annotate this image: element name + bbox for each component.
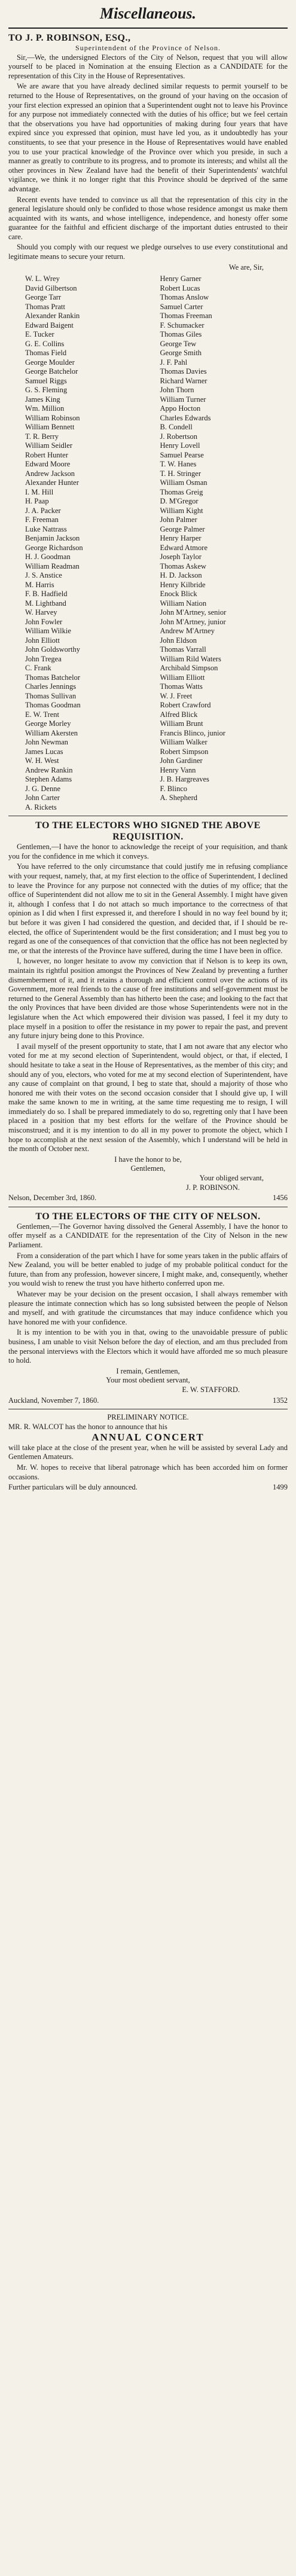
- signatory-name: William Osman: [160, 478, 207, 487]
- signatory-name: Richard Warner: [160, 376, 207, 385]
- dateline: [8, 1483, 288, 1493]
- dateline: [8, 1396, 288, 1406]
- ref-number: 1499: [273, 1483, 288, 1492]
- signatory-name: John Palmer: [160, 515, 197, 524]
- signatory-name: Joseph Taylor: [160, 553, 202, 561]
- signatory-name: John Tregea: [25, 654, 62, 663]
- signatory-name: William Brunt: [160, 719, 203, 728]
- signatory-name: Samuel Riggs: [25, 376, 67, 385]
- paragraph: will take place at the close of the present year, when he will be assisted by several Lady and Gentlemen Amateurs.: [8, 1443, 288, 1461]
- date: Auckland, November 7, 1860.: [8, 1396, 99, 1405]
- signatory-name: Thomas Davies: [160, 367, 207, 376]
- signatory-name: John Gardiner: [160, 756, 203, 765]
- signatory-name: George Richardson: [25, 543, 83, 552]
- signatory-name: George Palmer: [160, 524, 205, 533]
- signature: J. P. ROBINSON.: [186, 1183, 240, 1192]
- reply-heading: TO THE ELECTORS WHO SIGNED THE ABOVE REQUISITION.: [35, 820, 261, 843]
- signatory-name: H. D. Jackson: [160, 571, 202, 580]
- closing-line: I remain, Gentlemen,: [116, 1366, 180, 1375]
- section-masthead: Miscellaneous.: [99, 5, 197, 22]
- signatory-name: Edward Atmore: [160, 543, 207, 552]
- signatory-name: William Elliott: [160, 673, 205, 682]
- signatory-name: John Fowler: [25, 617, 63, 626]
- signatories-list: [8, 274, 288, 812]
- paragraph: Further particulars will be duly announced.: [8, 1483, 138, 1492]
- signatory-name: John Elliott: [25, 636, 60, 645]
- closing-line: Your obliged servant,: [199, 1174, 264, 1183]
- signatory-name: Archibald Simpson: [160, 664, 218, 673]
- signatory-name: Thomas Varrall: [160, 645, 206, 654]
- ref-number: 1352: [273, 1396, 288, 1405]
- signatory-name: A. Shepherd: [160, 793, 197, 802]
- signatory-name: William Wilkie: [25, 627, 71, 636]
- signatory-name: Francis Blinco, junior: [160, 728, 225, 737]
- paragraph: Mr. W. hopes to receive that liberal patronage which has been accorded him on former occasions.: [8, 1463, 288, 1481]
- paragraph: Should you comply with our request we pledge ourselves to use every constitutional and legitimate means to secure your return.: [8, 243, 288, 261]
- signatory-name: John M'Artney, senior: [160, 608, 227, 617]
- signatory-name: Andrew Rankin: [25, 765, 73, 774]
- preliminary-label: PRELIMINARY NOTICE.: [107, 1413, 189, 1422]
- signatory-name: D. M'Gregor: [160, 497, 199, 506]
- signature: E. W. STAFFORD.: [182, 1385, 240, 1394]
- signatory-name: William Readman: [25, 561, 80, 570]
- signatory-name: W. H. West: [25, 756, 59, 765]
- stafford-notice: [8, 1211, 288, 1405]
- signatory-name: J. F. Pahl: [160, 358, 188, 367]
- stafford-heading: TO THE ELECTORS OF THE CITY OF NELSON.: [35, 1211, 261, 1222]
- signatory-name: [160, 803, 288, 813]
- signatory-name: Thomas Pratt: [25, 302, 66, 311]
- signatory-name: Appo Hocton: [160, 404, 201, 413]
- signatory-name: T. R. Berry: [25, 432, 59, 441]
- signatory-name: Robert Simpson: [160, 747, 209, 756]
- signatory-name: J. Robertson: [160, 432, 197, 441]
- signatory-name: J. B. Hargreaves: [160, 775, 209, 784]
- signatory-name: William Bennett: [25, 423, 75, 432]
- signatory-name: William Kight: [160, 506, 203, 515]
- signatory-name: H. J. Goodman: [25, 553, 71, 561]
- signatory-name: E. W. Trent: [25, 710, 59, 719]
- concert-notice: [8, 1413, 288, 1493]
- requisition-notice: [8, 32, 288, 812]
- signatory-name: John Carter: [25, 793, 60, 802]
- signatory-name: Henry Vann: [160, 765, 196, 774]
- sign-off: We are, Sir,: [228, 263, 264, 271]
- signatory-name: William Turner: [160, 395, 206, 404]
- paragraph: We are aware that you have already declined similar requests to permit yourself to be returned to the House of Representatives, on the ground of your having on the occasion of your first election expressed an opinion that a Superintendent ought not to leave his Province for any purpose not immediately connected with the duties of his office; but we feel certain that the observations you have had opportunities of making during four years that have expired since you expressed that opinion, must have led you, as it undoubtedly has your constituents, to see that your presence in the House of Representatives would have enabled you to use your practical knowledge of the Province over which you preside, in such a manner as greatly to contribute to its progress, and to promote its interests; and whilst all the other provinces in New Zealand have had the benefit of their Superintendents' watchful vigilance, we think it no longer right that this Province should be deprived of the same advantage.: [8, 82, 288, 193]
- paragraph: I avail myself of the present opportunity to state, that I am not aware that any elector who voted for me at my second election of Superintendent, would object, or that, if elected, I should hesitate to take a seat in the House of Representatives, as the member of this city; and should any of you, electors, who voted for me at my second election of Superintendent, have any cause of complaint on that ground, I beg to state that, should a majority of those who honored me with their votes on the second occasion consider that I should give up, I will make the same known to me in writing, at the same time requesting me to resign, I will immediately do so. I shall be prepared immediately to do so, regretting only that I have been placed in a position that my best efforts for the welfare of the Province should be misconstrued; and it is my intention to do all in my power to promote the object, which I hope to accomplish at the next session of the Assembly, which I understand will be held in the month of October next.: [8, 1042, 288, 1153]
- signatory-name: Thomas Greig: [160, 487, 203, 496]
- signatory-name: Edward Moore: [25, 460, 71, 469]
- signatory-name: Thomas Watts: [160, 682, 203, 691]
- signatory-name: H. Paap: [25, 497, 49, 506]
- signatory-name: William Nation: [160, 599, 207, 608]
- signatory-name: William Rild Waters: [160, 654, 221, 663]
- paragraph: It is my intention to be with you in that, owing to the unavoidable pressure of public business, I am unable to visit Nelson before the day of election, and am thus precluded from the personal interviews with the Electors which it would have afforded me so much pleasure to hold.: [8, 1328, 288, 1365]
- signatory-name: Enock Blick: [160, 590, 197, 599]
- signatory-name: James King: [25, 395, 60, 404]
- dateline: [8, 1194, 288, 1203]
- signatory-name: Robert Lucas: [160, 283, 200, 292]
- paragraph: Whatever may be your decision on the present occasion, I shall always remember with pleasure the intimate connection which has so long subsisted between the people of Nelson and myself, and with gratitude the circumstances that may induce confidence which you have honored me with your confidence.: [8, 1289, 288, 1326]
- signatory-name: Thomas Freeman: [160, 312, 212, 321]
- signatory-name: John M'Artney, junior: [160, 617, 226, 626]
- reply-notice: [8, 820, 288, 1203]
- signatory-name: Henry Lovell: [160, 441, 200, 450]
- signatory-name: Henry Garner: [160, 274, 202, 283]
- paragraph: I, however, no longer hesitate to avow my conviction that if Nelson is to keep its own, maintain its rightful position amongst the Provinces of New Zealand by preventing a further dismemberment of it, and it retains a thorough and efficient control over the actions of its Government, more real friends to the cause of free institutions and self-government must be returned to the General Assembly than has hitherto been the case; and looking to the fact that the only Provinces that have been divided are those whose Superintendents were not in the legislature when the Act which empowered their division was passed, I feel it my duty to place myself in a position to offer the resistance in my power to repair the past, and prevent any future injury being done to this Province.: [8, 957, 288, 1040]
- signatory-name: Thomas Sullivan: [25, 691, 77, 700]
- signatory-name: J. S. Anstice: [25, 571, 62, 580]
- signatory-name: Alfred Blick: [160, 710, 198, 719]
- signatory-name: G. E. Collins: [25, 339, 65, 348]
- signatory-name: Alexander Rankin: [25, 312, 80, 321]
- signatory-name: W. J. Freet: [160, 691, 193, 700]
- signatory-name: F. Schumacker: [160, 321, 205, 329]
- signatory-name: John Eldson: [160, 636, 197, 645]
- signatory-name: T. W. Hanes: [160, 460, 197, 469]
- requisition-subheading: Superintendent of the Province of Nelson.: [75, 44, 221, 52]
- signatory-name: Thomas Anslow: [160, 293, 209, 302]
- signatory-name: Thomas Goodman: [25, 701, 81, 710]
- signatory-name: F. Freeman: [25, 515, 59, 524]
- signatory-name: F. Blinco: [160, 784, 188, 793]
- signatory-name: Samuel Carter: [160, 302, 203, 311]
- signatory-name: David Gilbertson: [25, 283, 77, 292]
- paragraph: Gentlemen,—The Governor having dissolved the General Assembly, I have the honor to offer myself as a CANDIDATE for the representation of the City of Nelson in the new Parliament.: [8, 1222, 288, 1249]
- signatory-name: Samuel Pearse: [160, 450, 204, 459]
- signatory-name: J. A. Packer: [25, 506, 61, 515]
- signatory-name: Robert Hunter: [25, 450, 68, 459]
- signatory-name: Wm. Million: [25, 404, 65, 413]
- signatory-name: E. Tucker: [25, 330, 54, 339]
- signatory-name: George Tarr: [25, 293, 62, 302]
- signatory-name: George Smith: [160, 349, 202, 358]
- closing-line: Gentlemen,: [130, 1164, 166, 1173]
- paragraph: From a consideration of the part which I have for some years taken in the public affairs of New Zealand, you will be better enabled to judge of my probable political conduct for the future, than from any profession, however sincere, I might make, and, consequently, whether you would wish to renew the trust you have hitherto conferred upon me.: [8, 1251, 288, 1288]
- signatory-name: Benjamin Jackson: [25, 534, 80, 543]
- signatory-name: George Morley: [25, 719, 71, 728]
- paragraph: Recent events have tended to convince us all that the representation of this city in the general legislature should only be confided to those whose residence amongst us make them acquainted with its wants, and whose intelligence, independence, and honesty offer some guarantee for the faithful and efficient discharge of the important duties entrusted to their care.: [8, 195, 288, 241]
- signatory-name: William Robinson: [25, 413, 80, 422]
- signatory-name: Andrew Jackson: [25, 469, 75, 478]
- divider: [8, 28, 288, 29]
- signatory-name: J. G. Denne: [25, 784, 61, 793]
- signatory-name: F. B. Hadfield: [25, 590, 68, 599]
- signatory-name: M. Lightband: [25, 599, 66, 608]
- signatory-name: William Walker: [160, 738, 207, 747]
- signatory-name: James Lucas: [25, 747, 63, 756]
- signatory-name: William Seidler: [25, 441, 72, 450]
- signatory-name: Andrew M'Artney: [160, 627, 215, 636]
- signatory-name: C. Frank: [25, 664, 51, 673]
- signatory-name: M. Harris: [25, 580, 54, 589]
- signatory-name: Robert Crawford: [160, 701, 211, 710]
- signatory-name: Luke Nattrass: [25, 524, 67, 533]
- signatory-name: Henry Harper: [160, 534, 202, 543]
- signatory-name: Charles Jennings: [25, 682, 77, 691]
- concert-intro: MR. R. WALCOT has the honor to announce that his: [8, 1422, 167, 1431]
- signatory-name: George Batchelor: [25, 367, 78, 376]
- signatory-name: George Tew: [160, 339, 197, 348]
- signatory-name: T. H. Stringer: [160, 469, 202, 478]
- paragraph: You have referred to the only circumstance that could justify me in refusing compliance with your request, namely, that, at my first election to the office of Superintendent, I declined to leave the Province for any purpose not connected with the duties of my office; that the office of Superintendent did not allow me to sit in the General Assembly. I might have given it, although I confess that I do not attach so much importance to the correctness of that opinion as I did when I first expressed it, and therefore I should in no way feel bound by it; but before it was given I had considered the question, and decided that, if I should be re-elected, the office of Superintendent would be the first consideration; and I must beg you to regard as one of the consequences of that conviction that the office has not been neglected by me, or that the interests of the Province have suffered, during the time I have been in office.: [8, 862, 288, 955]
- ref-number: 1456: [273, 1194, 288, 1202]
- signatory-name: Edward Baigent: [25, 321, 74, 329]
- signatory-name: I. M. Hill: [25, 487, 54, 496]
- signatory-name: B. Condell: [160, 423, 193, 432]
- signatory-name: John Newman: [25, 738, 68, 747]
- signatory-name: George Moulder: [25, 358, 75, 367]
- signatory-name: Henry Kilbride: [160, 580, 206, 589]
- signatory-name: John Goldsworthy: [25, 645, 81, 654]
- signatory-name: Thomas Askew: [160, 561, 206, 570]
- signatory-name: John Thorn: [160, 386, 194, 395]
- signatory-name: Alexander Hunter: [25, 478, 79, 487]
- requisition-heading: TO J. P. ROBINSON, ESQ.,: [8, 33, 131, 43]
- signatory-name: W. L. Wrey: [25, 274, 60, 283]
- signatory-name: William Akersten: [25, 728, 78, 737]
- date: Nelson, December 3rd, 1860.: [8, 1194, 97, 1202]
- signatory-name: Thomas Batchelor: [25, 673, 80, 682]
- signatory-name: G. S. Fleming: [25, 386, 68, 395]
- signatory-name: Stephen Adams: [25, 775, 72, 784]
- signatory-name: A. Rickets: [25, 802, 57, 811]
- closing-line: I have the honor to be,: [114, 1155, 182, 1164]
- paragraph: Gentlemen,—I have the honor to acknowledge the receipt of your requisition, and thank you for the confidence in me which it conveys.: [8, 843, 288, 860]
- concert-title: ANNUAL CONCERT: [91, 1432, 205, 1443]
- signatory-name: Thomas Field: [25, 349, 67, 358]
- signatory-name: Thomas Giles: [160, 330, 202, 339]
- paragraph: Sir,—We, the undersigned Electors of the City of Nelson, request that you will allow yourself to be placed in Nomination at the ensuing Election as a CANDIDATE for the representation of this City in the House of Representatives.: [8, 53, 288, 80]
- signatory-name: W. Harvey: [25, 608, 57, 617]
- closing-line: Your most obedient servant,: [106, 1376, 190, 1385]
- signatory-name: Charles Edwards: [160, 413, 211, 422]
